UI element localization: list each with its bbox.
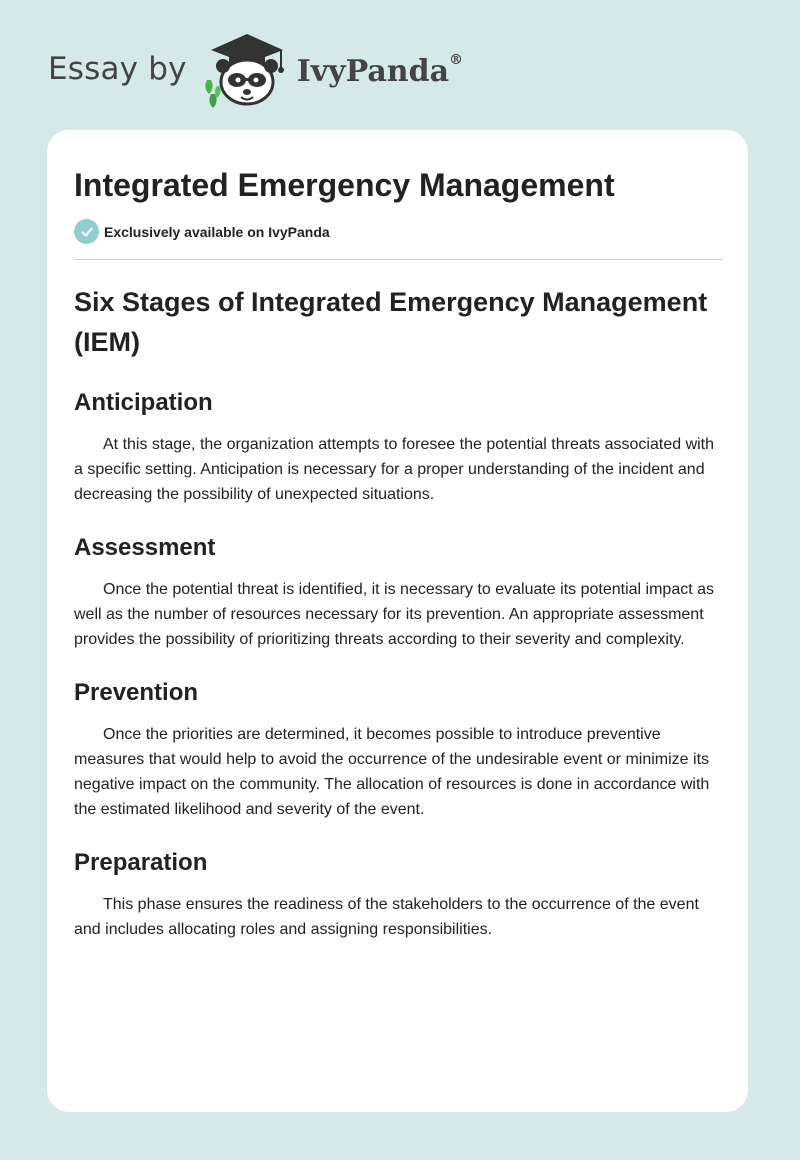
section-paragraph: Once the priorities are determined, it becomes possible to introduce preventive measures that would help to avoid the occurrence of the undesirable event or minimize its negative impact on the community. The allocation of resources is done in accordance with the estimated likelihood and severity of the event. (74, 726, 710, 819)
section-heading: Preparation (74, 849, 208, 877)
panda-logo-icon (201, 30, 293, 110)
exclusive-label: Exclusively available on IvyPanda (104, 223, 330, 240)
section-heading: Anticipation (74, 389, 213, 417)
section-heading: Assessment (74, 534, 216, 562)
brand-header (48, 30, 463, 110)
section-heading: Prevention (74, 679, 199, 707)
section-prevention (74, 678, 722, 822)
registered-mark: ® (449, 51, 464, 68)
exclusive-badge (74, 219, 722, 244)
section-paragraph: This phase ensures the readiness of the stakeholders to the occurrence of the event and includes allocating roles and assigning responsibilities. (74, 896, 699, 939)
essay-card (47, 130, 748, 1112)
divider (74, 259, 723, 260)
check-icon (74, 219, 99, 244)
section-paragraph: Once the potential threat is identified, it is necessary to evaluate its potential impact as well as the number of resources necessary for its prevention. An appropriate assessment provides the possibility of prioritizing threats according to their severity and complexity. (74, 581, 714, 649)
section-anticipation (74, 388, 722, 507)
brand-name[interactable]: IvyPanda® (296, 51, 464, 89)
brand-prefix: Essay by (48, 51, 187, 87)
section-assessment (74, 533, 722, 652)
section-preparation (74, 848, 722, 942)
page-title: Integrated Emergency Management (74, 167, 615, 203)
section-main-heading: Six Stages of Integrated Emergency Management (IEM) (74, 287, 708, 358)
section-paragraph: At this stage, the organization attempts to foresee the potential threats associated with a specific setting. Anticipation is necessary for a proper understanding of the incident and decreasing the possibility of unexpected situations. (74, 436, 715, 504)
